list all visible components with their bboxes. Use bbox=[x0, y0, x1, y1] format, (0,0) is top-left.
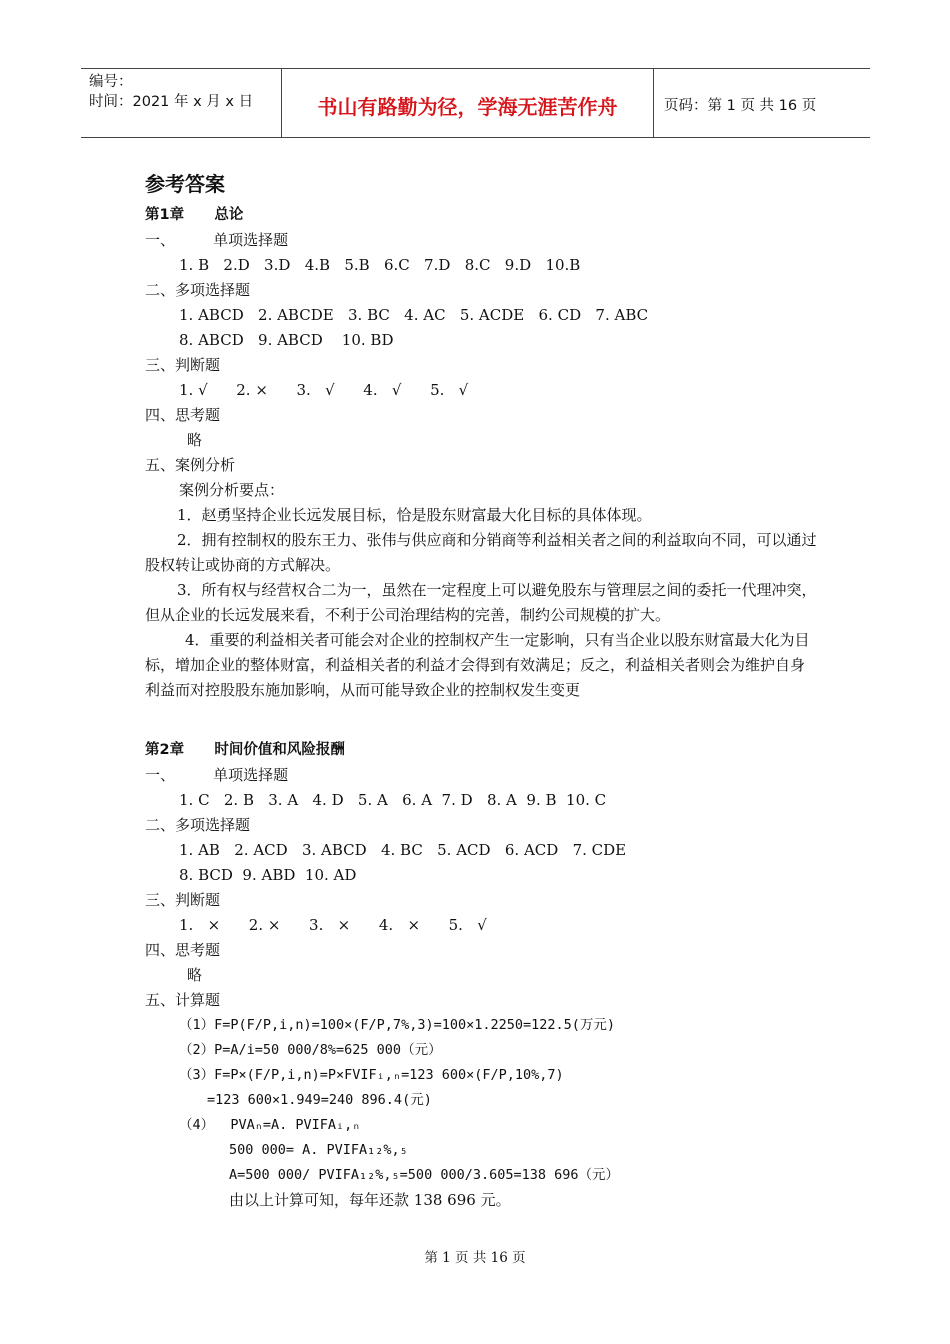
chapter-1-heading: 第1章 总论 bbox=[145, 207, 244, 223]
chapter-spacer bbox=[145, 703, 817, 737]
ch2-calc-4: （4） PVAₙ=A. PVIFAᵢ,ₙ bbox=[179, 1117, 361, 1133]
ch2-calc-1: （1）F=P(F/P,i,n)=100×(F/P,7%,3)=100×1.2250=122.5(万元) bbox=[179, 1017, 616, 1033]
ch1-case-heading: 五、案例分析 bbox=[145, 456, 236, 474]
ch2-calc-4-step-2: A=500 000/ PVIFA₁₂%,₅=500 000/3.605=138 696（元） bbox=[229, 1167, 619, 1183]
doc-date-label: 时间：2021 年 x 月 x 日 bbox=[89, 94, 254, 110]
ch1-case-point-4: 4．重要的利益相关者可能会对企业的控制权产生一定影响，只有当企业以股东财富最大化为目标，增加企业的整体财富，利益相关者的利益才会得到有效满足；反之，利益相关者则会为维护自身利益而对控股股东施加影响，从而可能导致企业的控制权发生变更 bbox=[145, 631, 810, 699]
page-header bbox=[81, 68, 870, 138]
ch1-case-point-1: 1．赵勇坚持企业长远发展目标，恰是股东财富最大化目标的具体体现。 bbox=[177, 506, 652, 524]
ch1-multi-choice-answers-1: 1. ABCD 2. ABCDE 3. BC 4. AC 5. ACDE 6. CD 7. ABC bbox=[179, 306, 649, 324]
ch2-reflection-heading: 四、思考题 bbox=[145, 941, 221, 959]
ch2-calc-3-result: =123 600×1.949=240 896.4(元) bbox=[207, 1092, 432, 1108]
ch1-true-false-heading: 三、判断题 bbox=[145, 356, 221, 374]
header-page-info: 页码：第 1 页 共 16 页 bbox=[664, 97, 817, 114]
doc-number-label: 编号： bbox=[89, 74, 133, 90]
ch1-case-intro: 案例分析要点： bbox=[179, 481, 285, 499]
ch2-reflection-body: 略 bbox=[187, 966, 203, 984]
ch1-reflection-heading: 四、思考题 bbox=[145, 406, 221, 424]
document-body bbox=[145, 166, 817, 1213]
ch2-single-choice-heading: 一、 单项选择题 bbox=[145, 766, 289, 784]
ch1-single-choice-heading: 一、 单项选择题 bbox=[145, 231, 289, 249]
ch2-multi-choice-answers-2: 8. BCD 9. ABD 10. AD bbox=[179, 866, 357, 884]
header-motto: 书山有路勤为径，学海无涯苦作舟 bbox=[282, 69, 654, 137]
ch1-case-point-3: 3．所有权与经营权合二为一，虽然在一定程度上可以避免股东与管理层之间的委托一代理冲突，但从企业的长远发展来看，不利于公司治理结构的完善，制约公司规模的扩大。 bbox=[145, 581, 817, 624]
ch2-single-choice-answers: 1. C 2. B 3. A 4. D 5. A 6. A 7. D 8. A 9. B 10. C bbox=[179, 791, 607, 809]
page-title: 参考答案 bbox=[145, 172, 225, 196]
ch2-multi-choice-answers-1: 1. AB 2. ACD 3. ABCD 4. BC 5. ACD 6. ACD 7. CDE bbox=[179, 841, 627, 859]
ch2-calc-3: （3）F=P×(F/P,i,n)=P×FVIFᵢ,ₙ=123 600×(F/P,10%,7) bbox=[179, 1067, 564, 1083]
ch2-calc-2: （2）P=A/i=50 000/8%=625 000（元） bbox=[179, 1042, 442, 1058]
header-meta bbox=[81, 69, 282, 137]
page-footer: 第 1 页 共 16 页 bbox=[424, 1250, 526, 1266]
ch1-multi-choice-answers-2: 8. ABCD 9. ABCD 10. BD bbox=[179, 331, 394, 349]
ch1-multi-choice-heading: 二、多项选择题 bbox=[145, 281, 251, 299]
ch2-calculation-heading: 五、计算题 bbox=[145, 991, 221, 1009]
chapter-2-heading: 第2章 时间价值和风险报酬 bbox=[145, 742, 345, 758]
ch2-true-false-heading: 三、判断题 bbox=[145, 891, 221, 909]
ch2-calc-4-step-1: 500 000= A. PVIFA₁₂%,₅ bbox=[229, 1142, 408, 1158]
ch1-single-choice-answers: 1. B 2.D 3.D 4.B 5.B 6.C 7.D 8.C 9.D 10.B bbox=[179, 256, 581, 274]
ch1-true-false-answers: 1. √ 2. × 3. √ 4. √ 5. √ bbox=[179, 381, 469, 399]
ch1-reflection-body: 略 bbox=[187, 431, 203, 449]
ch2-multi-choice-heading: 二、多项选择题 bbox=[145, 816, 251, 834]
ch2-true-false-answers: 1. × 2. × 3. × 4. × 5. √ bbox=[179, 916, 487, 934]
ch1-case-point-2: 2．拥有控制权的股东王力、张伟与供应商和分销商等利益相关者之间的利益取向不同，可以通过股权转让或协商的方式解决。 bbox=[145, 531, 817, 574]
ch2-calc-4-conclusion: 由以上计算可知，每年还款 138 696 元。 bbox=[229, 1191, 511, 1209]
